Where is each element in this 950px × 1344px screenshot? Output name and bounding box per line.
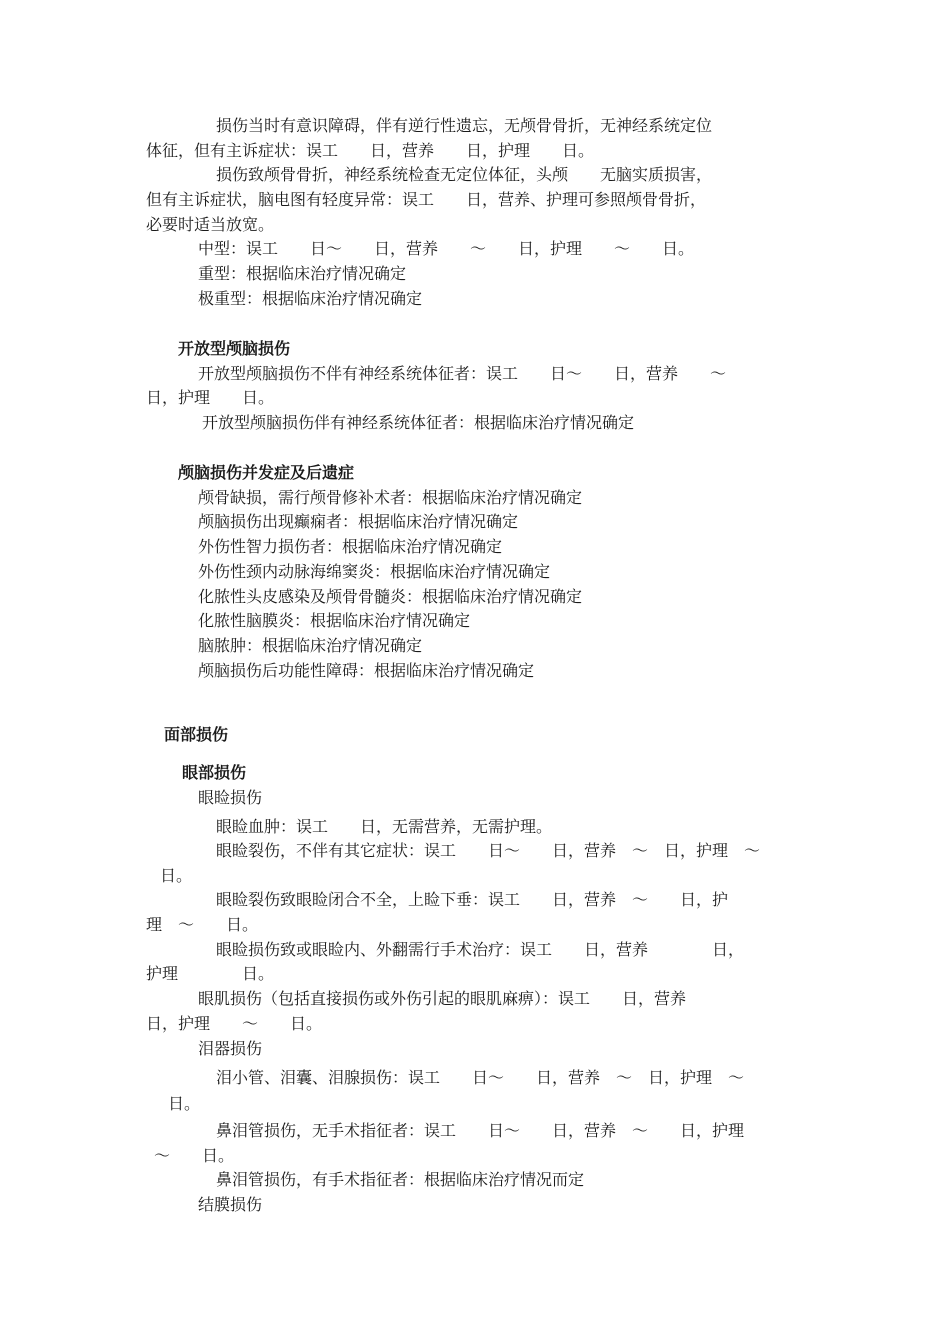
text-line: 颅脑损伤出现癫痫者：根据临床治疗情况确定 xyxy=(198,512,519,531)
text-line: 损伤当时有意识障碍，伴有逆行性遗忘，无颅骨骨折，无神经系统定位 xyxy=(216,116,713,135)
text-line: 眼睑裂伤，不伴有其它症状：误工 日～ 日，营养 ～ 日，护理 ～ xyxy=(216,841,761,860)
text-line: 极重型：根据临床治疗情况确定 xyxy=(198,289,423,308)
text-line: 日，护理 ～ 日。 xyxy=(146,1014,323,1033)
text-line: 但有主诉症状，脑电图有轻度异常：误工 日，营养、护理可参照颅骨骨折， xyxy=(146,190,707,209)
text-line: 重型：根据临床治疗情况确定 xyxy=(198,264,407,283)
text-line: 开放型颅脑损伤不伴有神经系统体征者：误工 日～ 日，营养 ～ xyxy=(198,364,727,383)
text-line: 必要时适当放宽。 xyxy=(146,215,275,234)
text-line: 开放型颅脑损伤伴有神经系统体征者：根据临床治疗情况确定 xyxy=(202,413,635,432)
section-heading: 开放型颅脑损伤 xyxy=(178,339,291,358)
text-line: 外伤性智力损伤者：根据临床治疗情况确定 xyxy=(198,537,503,556)
text-line: 化脓性脑膜炎：根据临床治疗情况确定 xyxy=(198,611,471,630)
text-line: 眼睑裂伤致眼睑闭合不全，上睑下垂：误工 日，营养 ～ 日，护 xyxy=(216,890,729,909)
text-line: 泪器损伤 xyxy=(198,1039,263,1058)
text-line: 眼睑血肿：误工 日，无需营养，无需护理。 xyxy=(216,817,553,836)
text-line: 理 ～ 日。 xyxy=(146,915,259,934)
text-line: 鼻泪管损伤，有手术指征者：根据临床治疗情况而定 xyxy=(216,1170,585,1189)
section-heading: 眼部损伤 xyxy=(182,763,247,782)
text-line: 中型：误工 日～ 日，营养 ～ 日，护理 ～ 日。 xyxy=(198,239,695,258)
text-line: 颅骨缺损，需行颅骨修补术者：根据临床治疗情况确定 xyxy=(198,488,583,507)
section-heading: 面部损伤 xyxy=(164,725,229,744)
text-line: 结膜损伤 xyxy=(198,1195,263,1214)
text-line: 眼睑损伤 xyxy=(198,788,263,807)
text-line: 颅脑损伤后功能性障碍：根据临床治疗情况确定 xyxy=(198,661,535,680)
text-line: 护理 日。 xyxy=(146,964,275,983)
text-line: 日。 xyxy=(160,866,193,885)
text-line: 日。 xyxy=(168,1094,201,1113)
text-line: 泪小管、泪囊、泪腺损伤：误工 日～ 日，营养 ～ 日，护理 ～ xyxy=(216,1068,745,1087)
text-line: 损伤致颅骨骨折，神经系统检查无定位体征，头颅 无脑实质损害， xyxy=(216,165,713,184)
text-line: 眼肌损伤（包括直接损伤或外伤引起的眼肌麻痹）：误工 日，营养 xyxy=(198,989,687,1008)
text-line: 日，护理 日。 xyxy=(146,388,275,407)
text-line: 眼睑损伤致或眼睑内、外翻需行手术治疗：误工 日，营养 日， xyxy=(216,940,745,959)
text-line: 化脓性头皮感染及颅骨骨髓炎：根据临床治疗情况确定 xyxy=(198,587,583,606)
text-line: 鼻泪管损伤，无手术指征者：误工 日～ 日，营养 ～ 日，护理 xyxy=(216,1121,745,1140)
text-line: ～ 日。 xyxy=(154,1146,235,1165)
text-line: 外伤性颈内动脉海绵窦炎：根据临床治疗情况确定 xyxy=(198,562,551,581)
text-line: 脑脓肿：根据临床治疗情况确定 xyxy=(198,636,423,655)
text-line: 体征，但有主诉症状：误工 日，营养 日，护理 日。 xyxy=(146,141,595,160)
section-heading: 颅脑损伤并发症及后遗症 xyxy=(178,463,355,482)
